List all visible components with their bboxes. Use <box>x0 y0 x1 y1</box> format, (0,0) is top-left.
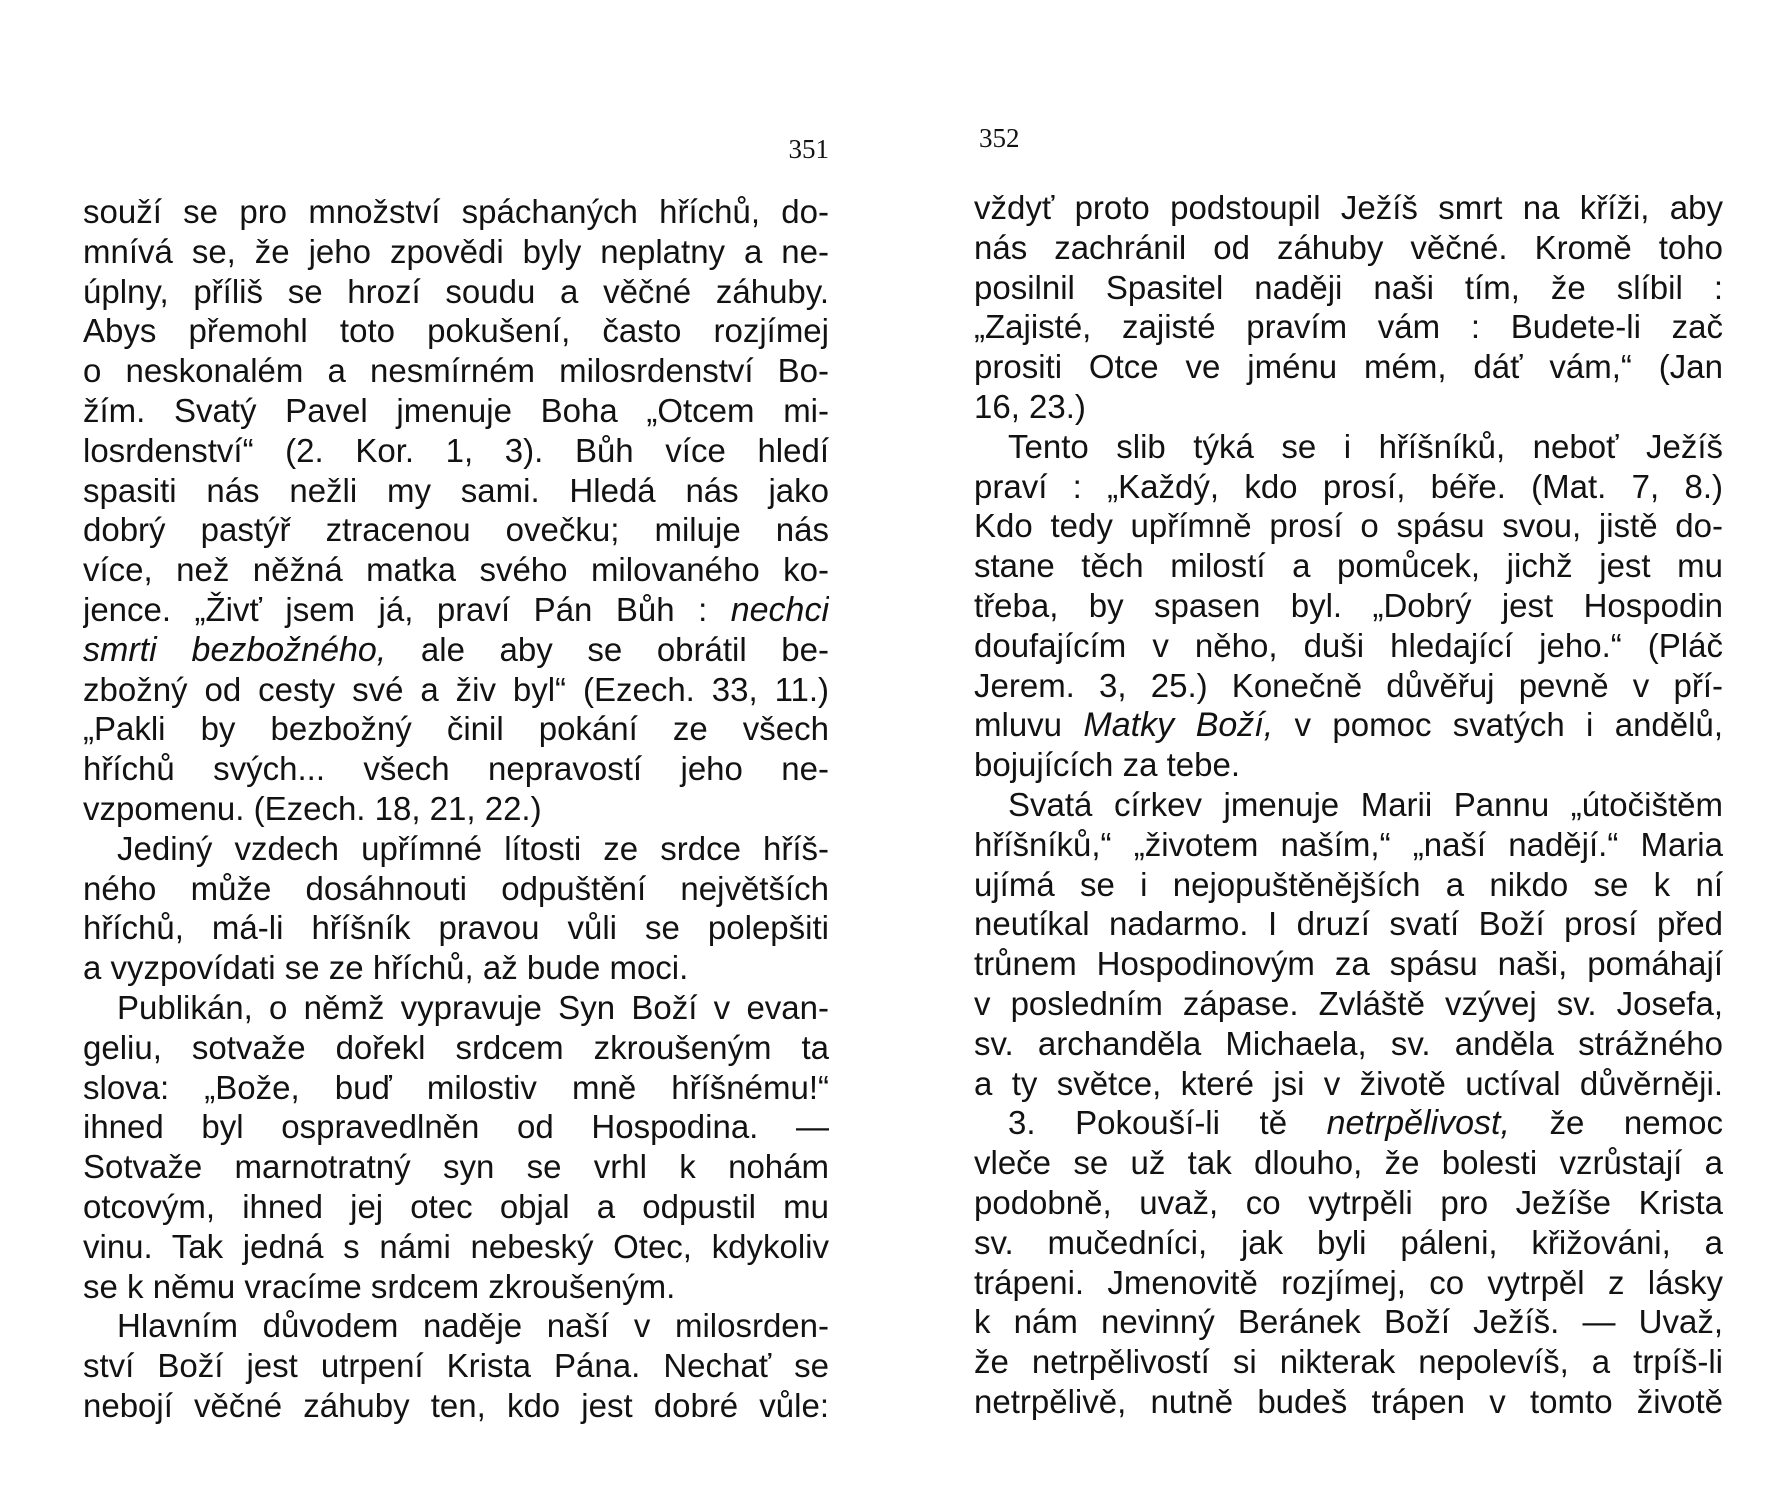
text-line: souží se pro množství spáchaných hříchů, do- <box>83 193 829 230</box>
text-line: vinu. Tak jedná s námi nebeský Otec, kdykoliv <box>83 1227 829 1265</box>
text-line: trápeni. Jmenovitě rozjímej, co vytrpěl z lásky <box>974 1263 1723 1301</box>
text-line <box>83 590 829 630</box>
text-line: geliu, sotvaže dořekl srdcem zkroušeným ta <box>83 1028 829 1066</box>
text-line: Kdo tedy upřímně prosí o spásu svou, jistě do- <box>974 507 1723 545</box>
text-line: a ty světce, které jsi v životě uctíval důvěrněji. <box>974 1064 1723 1102</box>
text-line: otcovým, ihned jej otec objal a odpustil mu <box>83 1187 829 1225</box>
text-line: dobrý pastýř ztracenou ovečku; miluje nás <box>83 511 829 549</box>
text-line: hříšníků,“ „životem naším,“ „naší nadějí.“ Maria <box>974 825 1723 863</box>
text-segment: 3. Pokouší-li tě <box>1008 1104 1327 1142</box>
text-line: zbožný od cesty své a živ byl“ (Ezech. 33, 11.) <box>83 670 829 708</box>
text-line: Publikán, o němž vypravuje Syn Boží v evan- <box>117 988 829 1026</box>
text-line: žím. Svatý Pavel jmenuje Boha „Otcem mi- <box>83 391 829 429</box>
text-line: sv. mučedníci, jak byli páleni, křižováni, a <box>974 1223 1723 1261</box>
text-line: o neskonalém a nesmírném milosrdenství Bo- <box>83 352 829 390</box>
page-number-right: 352 <box>979 123 1020 153</box>
text-line: Sotvaže marnotratný syn se vrhl k nohám <box>83 1148 829 1186</box>
text-line: trůnem Hospodinovým za spásu naši, pomáhají <box>974 945 1723 983</box>
text-line: stane těch milostí a pomůcek, jichž jest mu <box>974 547 1723 585</box>
right-page <box>974 188 1723 1422</box>
text-line: bojujících za tebe. <box>974 746 1240 784</box>
text-line: hříchů svých... všech nepravostí jeho ne- <box>83 750 829 788</box>
text-line <box>83 630 829 670</box>
text-segment: ale aby se obrátil be- <box>386 630 829 668</box>
text-line: prositi Otce ve jménu mém, dáť vám,“ (Jan <box>974 348 1723 386</box>
italic-emphasis: smrti bezbožného, <box>83 630 387 669</box>
italic-emphasis: netrpělivost, <box>1326 1104 1510 1143</box>
text-line: posilnil Spasitel naději naši tím, že slíbil : <box>974 268 1723 306</box>
page-number-left: 351 <box>788 134 829 164</box>
text-line: neutíkal nadarmo. I druzí svatí Boží prosí před <box>974 905 1723 943</box>
text-line: spasiti nás nežli my sami. Hledá nás jako <box>83 471 829 509</box>
text-line: že netrpělivostí si nikterak nepolevíš, a trpíš-li <box>974 1343 1723 1381</box>
text-segment: jence. „Živť jsem já, praví Pán Bůh : <box>83 590 731 628</box>
text-line: losrdenství“ (2. Kor. 1, 3). Bůh více hledí <box>83 431 829 469</box>
text-line: nebojí věčné záhuby ten, kdo jest dobré vůle: <box>83 1386 829 1424</box>
text-line: ného může dosáhnouti odpuštění největších <box>83 869 829 907</box>
text-line: vzpomenu. (Ezech. 18, 21, 22.) <box>83 789 542 827</box>
text-line: ství Boží jest utrpení Krista Pána. Nechať se <box>83 1347 829 1385</box>
text-line: vždyť proto podstoupil Ježíš smrt na kříži, aby <box>974 189 1723 226</box>
text-line: „Pakli by bezbožný činil pokání ze všech <box>83 710 829 748</box>
text-line <box>974 1103 1723 1143</box>
text-line: třeba, by spasen byl. „Dobrý jest Hospodin <box>974 586 1723 624</box>
text-line: praví : „Každý, kdo prosí, béře. (Mat. 7, 8.) <box>974 467 1723 505</box>
text-line: vleče se už tak dlouho, že bolesti vzrůstají a <box>974 1144 1723 1182</box>
text-line: Tento slib týká se i hříšníků, neboť Ježíš <box>1008 427 1723 465</box>
text-line: Hlavním důvodem naděje naší v milosrden- <box>117 1307 829 1345</box>
text-line: a vyzpovídati se ze hříchů, až bude moci. <box>83 949 689 987</box>
text-line: v posledním zápase. Zvláště vzývej sv. Josefa, <box>974 984 1723 1022</box>
text-line: více, než něžná matka svého milovaného ko- <box>83 551 829 589</box>
text-line: sv. archanděla Michaela, sv. anděla strážného <box>974 1024 1723 1062</box>
text-line: mnívá se, že jeho zpovědi byly neplatny a ne- <box>83 232 829 270</box>
text-line: netrpělivě, nutně budeš trápen v tomto životě <box>974 1382 1723 1420</box>
text-line: k nám nevinný Beránek Boží Ježíš. — Uvaž, <box>974 1303 1723 1341</box>
text-segment: mluvu <box>974 706 1084 744</box>
text-segment: v pomoc svatých i andělů, <box>1273 706 1723 744</box>
text-line: 16, 23.) <box>974 387 1086 425</box>
text-segment: že nemoc <box>1509 1104 1723 1142</box>
text-line <box>974 705 1723 745</box>
text-line: Svatá církev jmenuje Marii Pannu „útočištěm <box>1008 785 1723 823</box>
text-line: nás zachránil od záhuby věčné. Kromě toho <box>974 228 1723 266</box>
text-line: Jerem. 3, 25.) Konečně důvěřuj pevně v pří- <box>974 666 1723 704</box>
text-line: ihned byl ospravedlněn od Hospodina. — <box>83 1108 829 1146</box>
text-line: „Zajisté, zajisté pravím vám : Budete-li zač <box>974 308 1723 346</box>
text-line: se k němu vracíme srdcem zkroušeným. <box>83 1267 676 1305</box>
left-page <box>83 192 829 1426</box>
text-line: ujímá se i nejopuštěnějších a nikdo se k ní <box>974 865 1723 903</box>
text-line: podobně, uvaž, co vytrpěli pro Ježíše Krista <box>974 1183 1723 1221</box>
text-line: hříchů, má-li hříšník pravou vůli se polepšiti <box>83 909 829 947</box>
text-line: slova: „Bože, buď milostiv mně hříšnému!“ <box>83 1068 829 1106</box>
italic-emphasis: Matky Boží, <box>1083 706 1274 745</box>
text-line: Jediný vzdech upřímné lítosti ze srdce hříš- <box>117 829 829 867</box>
text-line: Abys přemohl toto pokušení, často rozjímej <box>83 312 829 350</box>
text-line: doufajícím v něho, duši hledající jeho.“ (Pláč <box>974 626 1723 664</box>
italic-emphasis: nechci <box>730 590 829 629</box>
text-line: úplny, příliš se hrozí soudu a věčné záhuby. <box>83 272 829 310</box>
